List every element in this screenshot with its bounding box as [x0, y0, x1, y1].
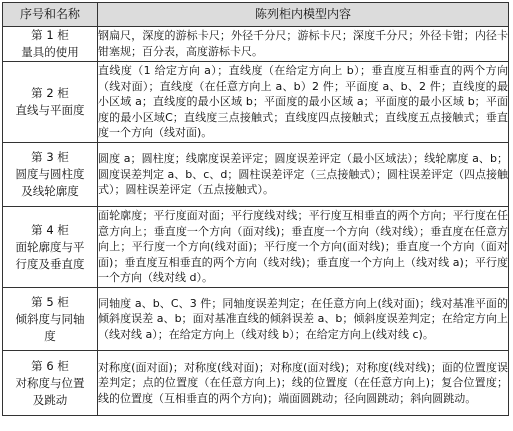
cabinet-title: 量具的使用	[21, 45, 79, 59]
cabinet-contents-cell: 圆度 a；圆柱度；线廓度误差评定；圆度误差评定（最小区域法）；线轮廓度 a、b；圆度误差判定 a、b、c、d；圆柱误差评定（三点接触式）；圆柱误差评定（四点接触式）；圆柱误差评定（五点接触式）。	[98, 143, 509, 207]
cabinet-title-continued: 及跳动	[32, 392, 68, 407]
cabinet-number: 第 2 柜	[31, 86, 69, 100]
cabinet-title-continued: 行度及垂直度	[15, 256, 85, 271]
cabinet-title: 倾斜度与同轴	[15, 311, 85, 326]
header-seq-name: 序号和名称	[3, 3, 98, 27]
cabinet-contents-cell: 同轴度 a、b、C、3 件；同轴度误差判定；在任意方向上(线对面)；线对基准平面的倾斜度误差 a、b；面对基准直线的倾斜误差 a、b；倾斜度误差判定；在给定方向上（线对线 a）；在给定方向上（线对线 b）；在给定方向上(线对线 c)。	[98, 288, 509, 351]
cabinet-name-cell	[3, 62, 98, 143]
table-row	[3, 62, 509, 143]
cabinet-number: 第 3 柜	[31, 150, 69, 164]
table-row	[3, 351, 509, 416]
cabinet-contents-cell: 直线度（1 给定方向 a）；直线度（在给定方向上 b）；垂直度互相垂直的两个方向（线对面）；直线度（在任意方向上 a、b）2 件；平面度 a、b、2 件；直线度的最小区域 a；直线度的最小区域 b；平面度的最小区域 a；平面度的最小区域 b；平面度的最小区域C；直线度三点接触式；直线度四点接触式；直线度五点接触式；垂直度一个方向（线对面)。	[98, 62, 509, 143]
cabinet-name-cell	[3, 351, 98, 416]
cabinet-title-continued: 及线轮廓度	[21, 184, 79, 198]
cabinet-name-cell	[3, 143, 98, 207]
header-contents: 陈列柜内模型内容	[98, 3, 509, 27]
cabinet-title: 对称度与位置	[15, 375, 85, 390]
cabinet-title: 直线与平面度	[15, 103, 85, 117]
cabinet-contents-cell: 面轮廓度；平行度面对面；平行度线对线；平行度互相垂直的两个方向；平行度在任意方向上；垂直度一个方向（面对线)；垂直度一个方向（线对线）；垂直度在任意方向上；平行度一个方向(线对面)；平行度一个方向(面对线)；垂直度一个方向（面对面)；垂直度互相垂直的两个方向（线对线)；垂直度一个方向上（线对线 a)；平行度一个方向（线对线 d）。	[98, 207, 509, 288]
cabinet-title-continued: 度	[44, 328, 56, 343]
table-row	[3, 27, 509, 62]
cabinet-name-cell	[3, 27, 98, 62]
cabinet-number: 第 4 柜	[31, 222, 69, 237]
table-row	[3, 288, 509, 351]
cabinet-contents-cell: 对称度(面对面)；对称度(线对面)；对称度(面对线)；对称度(线对线)；面的位置度误差判定；点的位置度（在任意方向上)；线的位置度（在任意方向上)；复合位置度；线的位置度（互相垂直的两个方向)；端面圆跳动；径向圆跳动；斜向圆跳动。	[98, 351, 509, 416]
cabinet-contents-cell: 钢扁尺，深度的游标卡尺；外径千分尺；游标卡尺；深度千分尺；外径卡钳；内径卡钳塞规；百分表，高度游标卡尺。	[98, 27, 509, 62]
cabinet-number: 第 6 柜	[31, 358, 69, 373]
cabinet-name-cell	[3, 207, 98, 288]
cabinet-name-cell	[3, 288, 98, 351]
cabinet-number: 第 1 柜	[31, 28, 69, 42]
cabinet-number: 第 5 柜	[31, 294, 69, 309]
cabinet-title: 面轮廓度与平	[15, 239, 85, 254]
table-row	[3, 143, 509, 207]
cabinet-contents-table	[2, 2, 509, 416]
table-row	[3, 207, 509, 288]
table-header-row	[3, 3, 509, 27]
cabinet-title: 圆度与圆柱度	[15, 167, 85, 181]
